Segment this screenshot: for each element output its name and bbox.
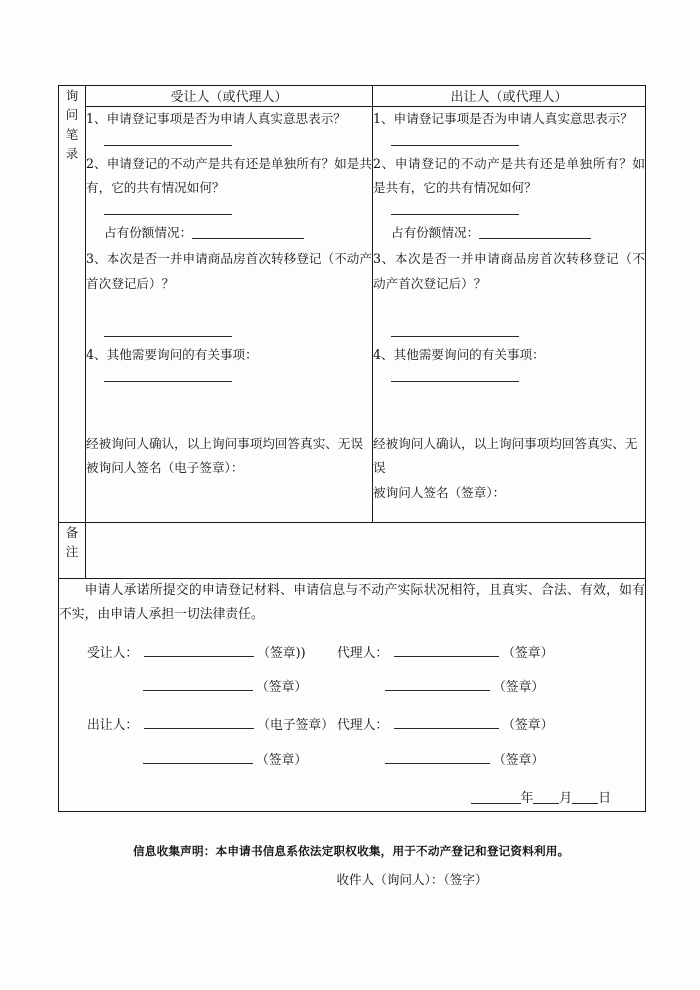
transferee-confirmation xyxy=(86,432,372,481)
share-ratio-label: 占有份额情况： xyxy=(104,224,193,240)
year-suffix: 年 xyxy=(520,790,534,806)
column-header-transferee: 受让人（或代理人） xyxy=(86,86,373,107)
question-2: 2、申请登记的不动产是共有还是单独所有？如是共有，它的共有情况如何？ xyxy=(373,155,645,196)
question-3: 3、本次是否一并申请商品房首次转移登记（不动产首次登记后）？ xyxy=(86,251,372,291)
signature-label-agent: 代理人： xyxy=(337,645,389,661)
signature-seal-tag: （签章） xyxy=(502,645,554,661)
signature-right xyxy=(337,642,645,666)
month-input[interactable] xyxy=(533,791,559,804)
answer-blank-4[interactable] xyxy=(391,370,519,382)
label-char: 问 xyxy=(65,107,79,123)
signature-seal-tag: （签章） xyxy=(256,752,308,768)
signature-label-transferee: 受让人： xyxy=(87,645,139,661)
transferor-question-cell xyxy=(373,107,646,523)
signature-input[interactable] xyxy=(394,716,499,729)
row-label-remark xyxy=(59,523,86,579)
signature-input[interactable] xyxy=(143,751,253,764)
signature-left xyxy=(59,714,337,738)
spacer xyxy=(86,388,372,428)
signature-seal-tag: （签章） xyxy=(493,752,545,768)
answer-blank-2[interactable] xyxy=(391,203,519,215)
answer-blank-2[interactable] xyxy=(104,203,232,215)
day-input[interactable] xyxy=(572,791,598,804)
answer-blank-3[interactable] xyxy=(391,325,519,337)
transferee-question-cell xyxy=(86,107,373,523)
answer-blank-4[interactable] xyxy=(104,370,232,382)
table-remark-row xyxy=(59,523,646,579)
day-suffix: 日 xyxy=(598,790,611,806)
confirmation-line-1: 经被询问人确认，以上询问事项均回答真实、无误 xyxy=(86,435,364,451)
column-header-transferor: 出让人（或代理人） xyxy=(373,86,646,107)
transferor-confirmation xyxy=(373,432,645,506)
signature-input[interactable] xyxy=(144,716,254,729)
date-row xyxy=(59,787,645,811)
signature-right xyxy=(337,676,645,700)
signature-input[interactable] xyxy=(394,644,499,657)
signature-right xyxy=(337,714,645,738)
signature-left xyxy=(59,676,337,700)
share-ratio-label: 占有份额情况： xyxy=(391,224,480,240)
signature-block-transferee xyxy=(59,642,645,701)
label-char: 笔 xyxy=(65,126,79,142)
spacer xyxy=(373,298,645,324)
spacer xyxy=(86,298,372,324)
signature-input[interactable] xyxy=(385,678,490,691)
signature-input[interactable] xyxy=(143,678,253,691)
information-collection-statement: 信息收集声明：本申请书信息系依法定职权收集，用于不动产登记和登记资料利用。 xyxy=(133,844,570,858)
signature-seal-tag: （签章） xyxy=(502,718,554,734)
signature-label-transferor: 出让人： xyxy=(87,718,139,734)
share-ratio-input[interactable] xyxy=(479,226,591,239)
confirmation-line-1: 经被询问人确认，以上询问事项均回答真实、无误 xyxy=(373,435,638,476)
signature-block-transferor xyxy=(59,714,645,773)
footer xyxy=(58,843,646,888)
share-ratio-row xyxy=(391,221,645,246)
signature-label-agent: 代理人： xyxy=(337,718,389,734)
signature-seal-tag: （签章） xyxy=(493,679,545,695)
answer-blank-1[interactable] xyxy=(391,134,519,146)
question-2: 2、申请登记的不动产是共有还是单独所有？如是共有，它的共有情况如何？ xyxy=(86,155,372,196)
question-1: 1、申请登记事项是否为申请人真实意思表示？ xyxy=(373,111,633,126)
signature-row xyxy=(59,642,645,666)
confirmation-signature-label[interactable]: 被询问人签名（签章）： xyxy=(373,484,506,500)
signature-seal-tag: （签章） xyxy=(256,679,308,695)
confirmation-signature-label[interactable]: 被询问人签名（电子签章）： xyxy=(86,460,244,476)
answer-blank-3[interactable] xyxy=(104,325,232,337)
signature-row xyxy=(59,714,645,738)
label-char: 注 xyxy=(65,544,79,560)
signature-row xyxy=(59,749,645,773)
signature-row xyxy=(59,676,645,700)
label-char: 录 xyxy=(65,146,79,162)
answer-blank-1[interactable] xyxy=(104,134,232,146)
commitment-text: 申请人承诺所提交的申请登记材料、申请信息与不动产实际状况相符，且真实、合法、有效，如有不实，由申请人承担一切法律责任。 xyxy=(59,583,645,623)
signature-seal-tag: （签章)) xyxy=(257,645,306,661)
table-question-row xyxy=(59,107,646,523)
label-char: 备 xyxy=(65,525,79,540)
signature-input[interactable] xyxy=(144,644,254,657)
receiver-signature-label: 收件人（询问人）：（签字） xyxy=(336,872,488,887)
signature-left xyxy=(59,749,337,773)
question-4: 4、其他需要询问的有关事项： xyxy=(373,347,545,363)
remark-input-area[interactable] xyxy=(86,523,646,579)
question-4: 4、其他需要询问的有关事项： xyxy=(86,347,258,363)
month-suffix: 月 xyxy=(559,790,573,806)
question-3: 3、本次是否一并申请商品房首次转移登记（不动产首次登记后）？ xyxy=(373,251,645,291)
row-label-inquiry-record xyxy=(59,86,86,523)
table-header-row xyxy=(59,86,646,107)
inquiry-record-table xyxy=(58,85,646,812)
label-char: 询 xyxy=(65,88,79,103)
commitment-cell xyxy=(59,579,646,812)
signature-seal-tag: （电子签章） xyxy=(257,718,334,734)
share-ratio-input[interactable] xyxy=(192,226,304,239)
signature-right xyxy=(337,749,645,773)
share-ratio-row xyxy=(104,221,372,246)
table-commitment-row xyxy=(59,579,646,812)
signature-left xyxy=(59,642,337,666)
question-1: 1、申请登记事项是否为申请人真实意思表示？ xyxy=(86,111,346,126)
signature-input[interactable] xyxy=(385,751,490,764)
spacer xyxy=(373,388,645,428)
year-input[interactable] xyxy=(471,791,521,804)
